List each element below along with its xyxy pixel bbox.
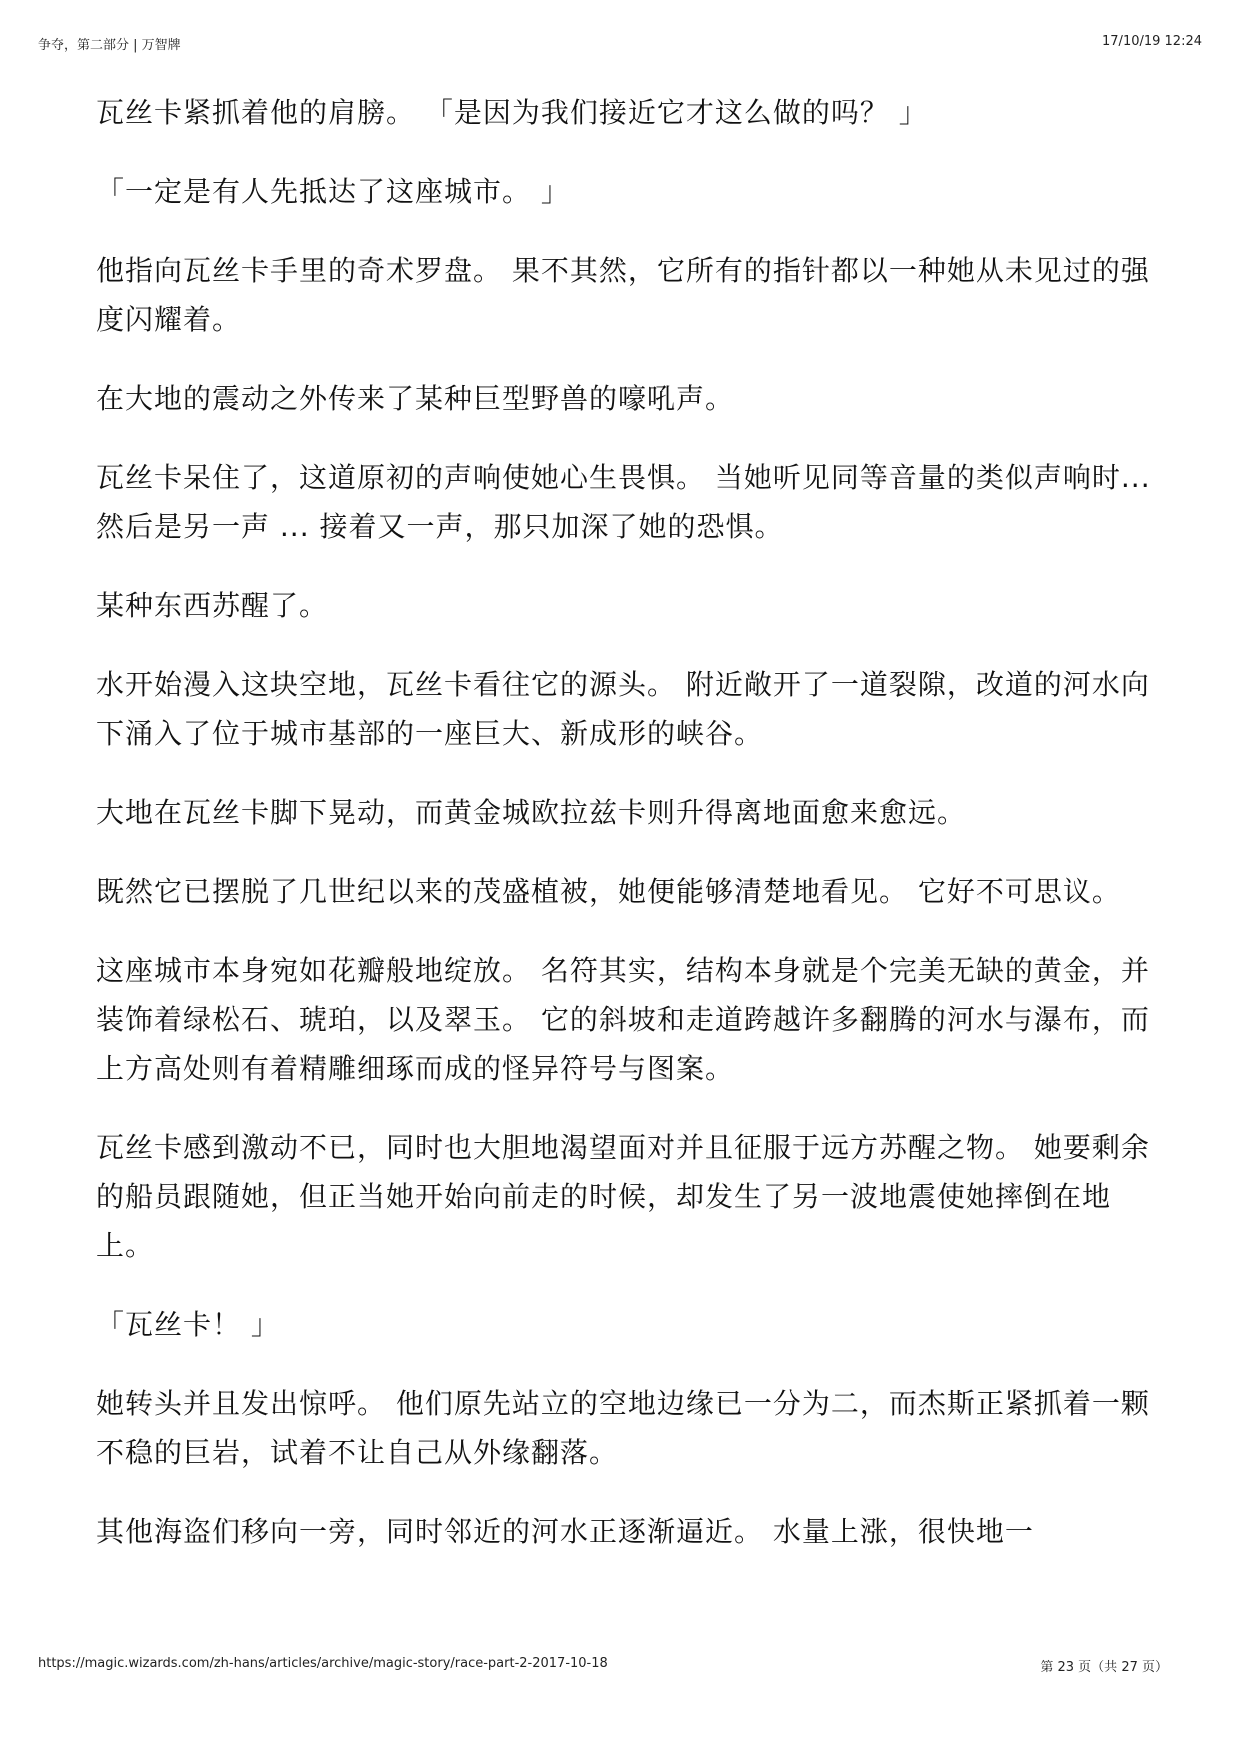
paragraph: 他指向瓦丝卡手里的奇术罗盘。 果不其然，它所有的指针都以一种她从未见过的强度闪耀着。 (96, 254, 1150, 336)
paragraph: 「瓦丝卡！ 」 (96, 1308, 280, 1341)
paragraph: 瓦丝卡紧抓着他的肩膀。 「是因为我们接近它才这么做的吗？ 」 (96, 96, 928, 129)
paragraph: 大地在瓦丝卡脚下晃动，而黄金城欧拉兹卡则升得离地面愈来愈远。 (96, 796, 967, 829)
paragraph: 瓦丝卡感到激动不已，同时也大胆地渴望面对并且征服于远方苏醒之物。 她要剩余的船员跟随她，但正当她开始向前走的时候，却发生了另一波地震使她摔倒在地上。 (96, 1131, 1150, 1262)
paragraph: 这座城市本身宛如花瓣般地绽放。 名符其实，结构本身就是个完美无缺的黄金，并装饰着绿松石、琥珀，以及翠玉。 它的斜坡和走道跨越许多翻腾的河水与瀑布，而上方高处则有着精雕细琢而成的怪异符号与图案。 (96, 954, 1150, 1085)
page-header (38, 34, 1202, 54)
paragraph: 她转头并且发出惊呼。 他们原先站立的空地边缘已一分为二，而杰斯正紧抓着一颗不稳的巨岩，试着不让自己从外缘翻落。 (96, 1387, 1150, 1469)
page-number: 第 23 页（共 27 页） (1040, 1660, 1168, 1675)
paragraph: 水开始漫入这块空地，瓦丝卡看往它的源头。 附近敞开了一道裂隙，改道的河水向下涌入了位于城市基部的一座巨大、新成形的峡谷。 (96, 668, 1150, 750)
paragraph: 在大地的震动之外传来了某种巨型野兽的嚎吼声。 (96, 382, 735, 415)
header-timestamp: 17/10/19 12:24 (1102, 34, 1202, 49)
page-footer (38, 1656, 1202, 1676)
paragraph: 「一定是有人先抵达了这座城市。 」 (96, 175, 570, 208)
article-body (96, 88, 1156, 1586)
paragraph: 某种东西苏醒了。 (96, 589, 329, 622)
paragraph: 瓦丝卡呆住了，这道原初的声响使她心生畏惧。 当她听见同等音量的类似声响时... 然后是另一声 ... 接着又一声，那只加深了她的恐惧。 (96, 461, 1151, 543)
header-title: 争夺，第二部分 | 万智牌 (38, 38, 181, 53)
footer-url[interactable]: https://magic.wizards.com/zh-hans/articles/archive/magic-story/race-part-2-2017-10-18 (38, 1656, 608, 1671)
paragraph: 既然它已摆脱了几世纪以来的茂盛植被，她便能够清楚地看见。 它好不可思议。 (96, 875, 1121, 908)
paragraph: 其他海盗们移向一旁，同时邻近的河水正逐渐逼近。 水量上涨，很快地一 (96, 1515, 1034, 1548)
